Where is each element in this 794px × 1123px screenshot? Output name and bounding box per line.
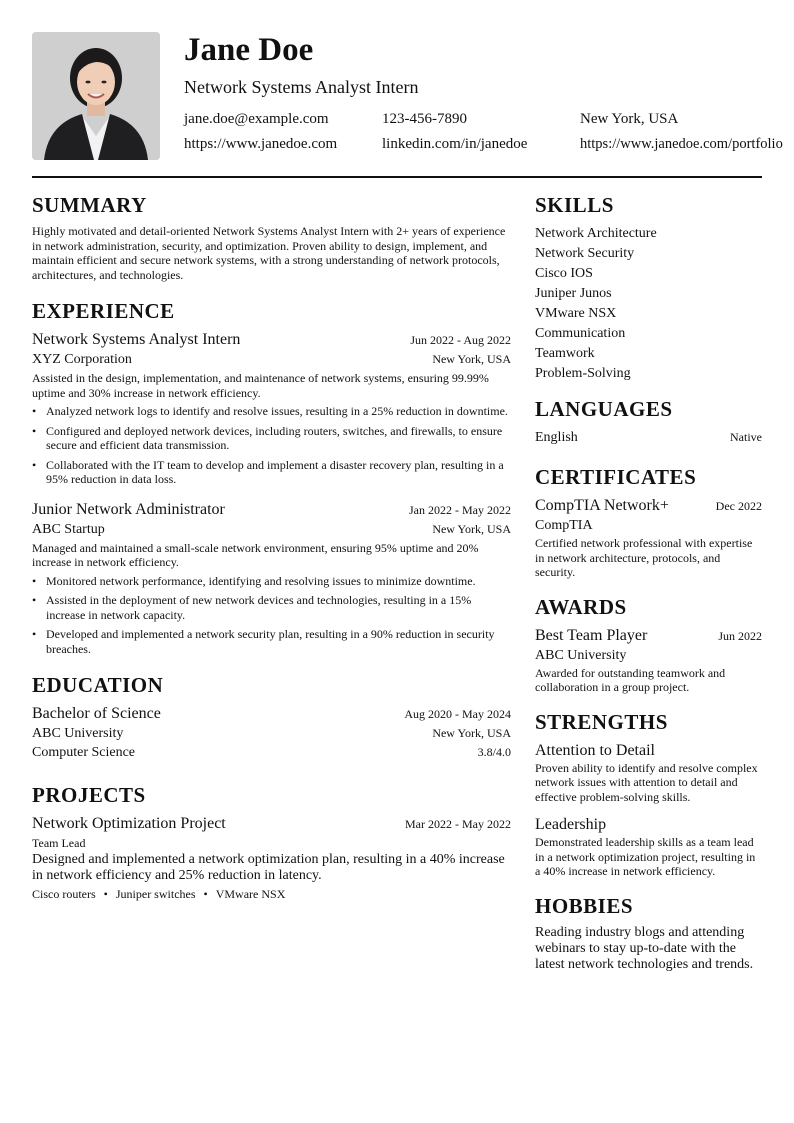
section-title-education: EDUCATION [32,673,164,697]
job-bullet: • Collaborated with the IT team to develop and implement a disaster recovery plan, resulting in a 95% reduction in data loss. [32,458,511,487]
job-role: Network Systems Analyst Intern [32,331,241,348]
certificate-date: Dec 2022 [715,499,762,513]
section-title-projects: PROJECTS [32,783,146,807]
skill-item: Juniper Junos [535,286,612,301]
award-date: Jun 2022 [718,628,762,643]
certificate-description: Certified network professional with expertise in network architecture, protocols, and security. [535,536,753,579]
experience-entry [32,500,511,657]
tag-separator: • [203,887,208,901]
contact-website-link[interactable]: https://www.janedoe.com [184,136,338,152]
project-dates: Mar 2022 - May 2022 [405,817,511,831]
projects-section [32,782,511,902]
tag-separator: • [103,887,108,901]
experience-entry [32,330,511,487]
contact-email[interactable]: jane.doe@example.com [184,111,329,127]
section-title-skills: SKILLS [535,193,614,217]
candidate-title: Network Systems Analyst Intern [184,77,419,97]
profile-photo [32,32,160,160]
job-bullet: • Assisted in the deployment of new network devices and technologies, resulting in a 15% increase in network capacity. [32,593,511,622]
strength-name: Attention to Detail [535,741,655,759]
job-location: New York, USA [432,352,511,366]
skills-section [535,192,762,384]
language-name: English [535,430,578,445]
job-bullet: • Configured and deployed network devices, including routers, switches, and firewalls, to ensure secure and efficient data transmission. [32,424,511,453]
education-gpa: 3.8/4.0 [477,745,511,759]
section-title-experience: EXPERIENCE [32,299,175,323]
section-title-hobbies: HOBBIES [535,893,634,918]
section-title-summary: SUMMARY [32,193,147,217]
project-tag: VMware NSX [215,887,286,901]
section-title-certificates: CERTIFICATES [535,465,697,489]
education-dates: Aug 2020 - May 2024 [404,707,511,721]
certificate-issuer: CompTIA [535,518,593,533]
job-company: XYZ Corporation [32,352,132,367]
job-role: Junior Network Administrator [32,500,225,518]
strength-entry [535,815,762,879]
header-divider [32,176,762,178]
skill-item: Network Architecture [535,226,657,241]
job-dates: Jan 2022 - May 2022 [409,502,511,517]
contact-portfolio-link[interactable]: https://www.janedoe.com/portfolio [580,136,783,152]
job-bullet: • Analyzed network logs to identify and resolve issues, resulting in a 25% reduction in downtime. [32,404,511,419]
section-title-strengths: STRENGTHS [535,709,668,734]
strength-description: Demonstrated leadership skills as a team lead in a network optimization project, resulting in a 40% increase in network efficiency. [535,835,756,878]
project-tag: Cisco routers [32,887,96,901]
hobbies-text: Reading industry blogs and attending webinars to stay up-to-date with the latest network technologies and trends. [535,924,754,972]
main-column [32,192,511,902]
award-issuer: ABC University [535,647,627,663]
strength-description: Proven ability to identify and resolve complex network issues with attention to detail and effective problem-solving skills. [535,760,758,804]
languages-section [535,396,762,448]
experience-section [32,298,511,656]
project-description: Designed and implemented a network optimization plan, resulting in a 40% increase in network efficiency and 25% reduction in latency. [32,852,505,883]
section-title-awards: AWARDS [535,594,627,619]
language-level: Native [730,430,762,444]
side-column [535,192,762,973]
project-role: Team Lead [32,836,86,850]
award-name: Best Team Player [535,626,648,644]
skill-item: Teamwork [535,346,595,361]
project-tag: Juniper switches [115,887,196,901]
skill-item: Problem-Solving [535,366,631,381]
job-bullet: • Monitored network performance, identifying and resolving issues to minimize downtime. [32,574,511,589]
hobbies-section [535,893,762,973]
education-section [32,672,511,762]
summary-section [32,192,511,282]
job-location: New York, USA [432,521,511,536]
strength-name: Leadership [535,816,607,833]
project-name: Network Optimization Project [32,815,226,832]
strengths-section [535,709,762,879]
contact-location: New York, USA [580,111,679,127]
job-bullets [32,404,511,487]
candidate-name: Jane Doe [184,32,314,68]
certificates-section [535,464,762,580]
skill-item: Communication [535,326,626,341]
job-company: ABC Startup [32,521,105,537]
contact-linkedin-link[interactable]: linkedin.com/in/janedoe [382,136,528,152]
job-dates: Jun 2022 - Aug 2022 [410,333,511,347]
education-location: New York, USA [432,726,511,740]
awards-section [535,594,762,695]
skill-item: Network Security [535,246,635,261]
strength-entry [535,741,762,805]
education-school: ABC University [32,726,124,741]
job-bullets [32,574,511,657]
job-description: Managed and maintained a small-scale network environment, ensuring 95% uptime and 20% increase in network efficiency. [32,540,479,569]
certificate-name: CompTIA Network+ [535,497,669,514]
job-description: Assisted in the design, implementation, and maintenance of network systems, ensuring 99.99% uptime and 30% increase in network efficiency. [32,371,489,400]
profile-photo-illustration [32,32,160,160]
resume-header [32,32,783,160]
section-title-languages: LANGUAGES [535,397,673,421]
summary-text: Highly motivated and detail-oriented Network Systems Analyst Intern with 2+ years of experience in network administration, security, and optimization. Proven ability to design, implement, and maintain efficient and secure network systems, with a strong understanding of network protocols, architectures, and technologies. [32,224,506,282]
job-bullet: • Developed and implemented a network security plan, resulting in a 90% reduction in security breaches. [32,627,511,656]
education-field: Computer Science [32,745,136,760]
award-description: Awarded for outstanding teamwork and collaboration in a group project. [535,665,726,694]
project-tags [32,886,511,902]
education-degree: Bachelor of Science [32,705,161,722]
skill-item: Cisco IOS [535,266,593,281]
contact-phone[interactable]: 123-456-7890 [382,111,467,127]
skill-item: VMware NSX [535,306,617,321]
